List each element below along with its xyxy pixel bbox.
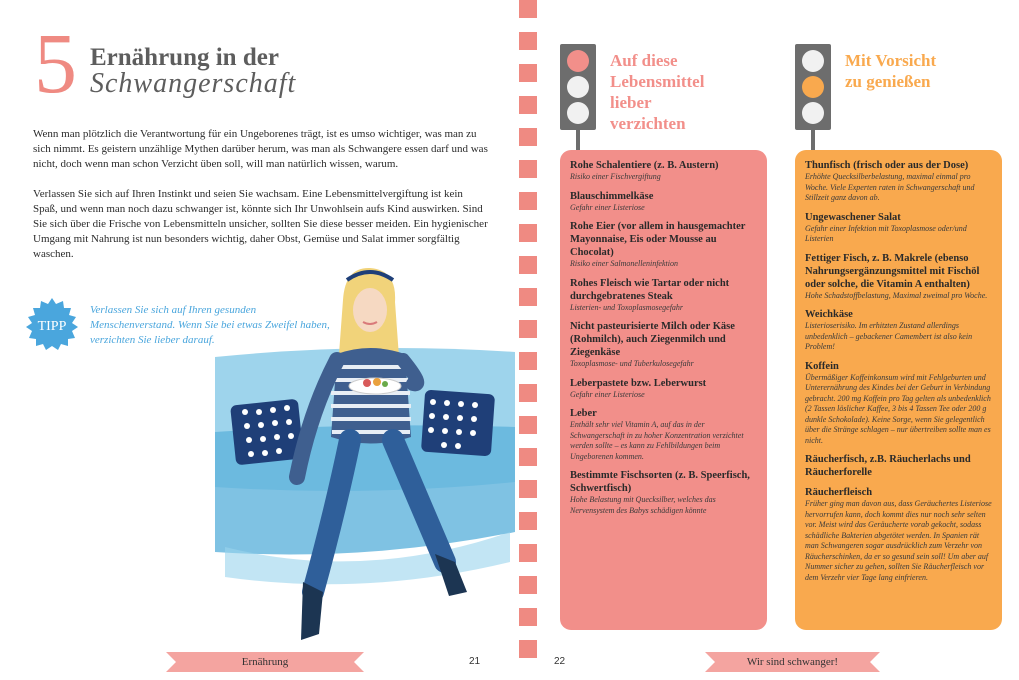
intro-paragraph-1: Wenn man plötzlich die Verantwortung für ein Ungeborenes trägt, ist es umso wichtiger, was man zu sich nimmt. Es geistern unzählige Mythen darüber herum, was man als Schwangere essen darf und was nicht, doch wenn man schon Verzicht üben soll, will man natürlich wissen, warum.	[33, 128, 488, 170]
caution-list-card	[795, 150, 1002, 630]
footer-label-right: Wir sind schwanger!	[746, 656, 839, 668]
chapter-title-line2: Schwangerschaft	[90, 68, 297, 99]
avoid-item: Rohe Schalentiere (z. B. Austern) Risiko einer Fischvergiftung	[570, 160, 719, 181]
avoid-item: Nicht pasteurisierte Milch oder Käse (Rohmilch), auch Ziegenmilch und Ziegenkäse Toxoplasmose- und Tuberkulosegefahr	[570, 321, 735, 368]
caution-item: Weichkäse Listerioserisiko. Im erhitzten Zustand allerdings unbedenklich – gebackener Camembert ist also kein Problem!	[805, 309, 973, 351]
caution-title: Mit Vorsicht zu genießen	[845, 51, 937, 91]
caution-item: Räucherfleisch Früher ging man davon aus, dass Geräuchertes Listeriose hervorrufen kann, doch kommt dies nur noch sehr selten vor. Meist wird das Geräucherte vorab gekocht, sodass schädliche Bakterien abgetötet werden. In Spanien rät man Schwangeren sogar ausdrücklich zum Verzehr von Räucherschinken, da er so gesund sein soll! Um aber auf Nummer sicher zu gehen, sollten Sie Räucherfleisch vor dem Verzehr vier Tage lang einfrieren.	[805, 487, 992, 582]
chapter-title-line1: Ernährung in der	[90, 44, 279, 71]
tipp-label: TIPP	[37, 319, 67, 334]
caution-item: Fettiger Fisch, z. B. Makrele (ebenso Nahrungsergänzungsmittel mit Fischöl oder solche, die Vitamin A enthalten) Hohe Schadstoffbelastung, Maximal zweimal pro Woche.	[805, 252, 988, 300]
caution-item: Koffein Übermäßiger Koffeinkonsum wird mit Fehlgeburten und Unterernährung des Kindes bei der Geburt in Verbindung gebracht. 200 mg Koffein pro Tag gelten als unbedenklich (2 Tassen löslicher Kaffee, 3 bis 4 Tassen Tee oder 200 g dunkle Schokolade). Keine Sorge, wenn Sie gelegentlich über die Stränge schlagen – nur übertreiben sollte man es nicht.	[805, 360, 991, 445]
woman-on-sofa-illustration	[215, 262, 515, 652]
caution-item: Räucherfisch, z.B. Räucherlachs und Räucherforelle	[805, 454, 971, 478]
caution-item: Ungewaschener Salat Gefahr einer Infektion mit Toxoplasmose oder/und Listerien	[805, 211, 967, 243]
lamp-red-off	[802, 50, 824, 72]
page-number-left: 21	[469, 656, 481, 667]
page-number-right: 22	[554, 656, 566, 667]
page-gutter-dashes	[519, 0, 537, 680]
avoid-item: Blauschimmelkäse Gefahr einer Listeriose	[570, 190, 654, 212]
tipp-text: Verlassen Sie sich auf Ihren gesunden Menschenverstand. Wenn Sie bei etwas Zweifel haben, verzichten Sie lieber darauf.	[90, 304, 330, 346]
tipp-badge	[25, 298, 79, 352]
avoid-list-card	[560, 150, 767, 630]
traffic-light-red	[560, 44, 596, 130]
avoid-item: Rohes Fleisch wie Tartar oder nicht durchgebratenes Steak Listerien- und Toxoplasmosegefahr	[570, 277, 730, 312]
chapter-number: 5	[34, 15, 77, 111]
footer-label-left: Ernährung	[241, 656, 289, 668]
lamp-green-off	[802, 102, 824, 124]
traffic-light-pole-orange	[811, 128, 815, 152]
intro-text	[33, 127, 488, 277]
avoid-title: Auf diese Lebensmittel lieber verzichten	[610, 51, 705, 133]
avoid-item: Leberpastete bzw. Leberwurst Gefahr einer Listeriose	[570, 377, 707, 399]
avoid-item: Rohe Eier (vor allem in hausgemachter Mayonnaise, Eis oder Mousse au Chocolat) Risiko einer Salmonelleninfektion	[570, 221, 746, 268]
traffic-light-orange	[795, 44, 831, 130]
lamp-green-off	[567, 102, 589, 124]
intro-paragraph-2: Verlassen Sie sich auf Ihren Instinkt und seien Sie wachsam. Eine Lebensmittelvergiftung ist kein Spaß, und wenn man noch dazu schwanger ist, könnte sich Ihr Unwohlsein aufs Kind auswirken. Sind Sie sich über die Frische von Lebensmitteln unsicher, sollten Sie diese besser meiden. Ein hygienischer Umgang mit Nahrung ist nun besonders wichtig, daher Obst, Gemüse und Salat immer sorgfältig waschen.	[33, 188, 488, 260]
avoid-item: Bestimmte Fischsorten (z. B. Speerfisch, Schwertfisch) Hohe Belastung mit Quecksilber, welches das Nervensystem des Babys schädigen könnte	[570, 470, 750, 515]
traffic-light-pole-red	[576, 128, 580, 152]
caution-item: Thunfisch (frisch oder aus der Dose) Erhöhte Quecksilberbelastung, maximal einmal pro Woche. Viele Experten raten in Schwangerschaft und Stillzeit ganz davon ab.	[805, 160, 975, 202]
avoid-item: Leber Enthält sehr viel Vitamin A, auf das in der Schwangerschaft in zu hoher Konzentration verzichtet werden sollte – es kann zu Fehlbildungen beim Ungeborenen kommen.	[570, 408, 744, 461]
lamp-yellow-off	[567, 76, 589, 98]
lamp-red-on	[567, 50, 589, 72]
lamp-yellow-on	[802, 76, 824, 98]
right-page	[540, 0, 1019, 680]
